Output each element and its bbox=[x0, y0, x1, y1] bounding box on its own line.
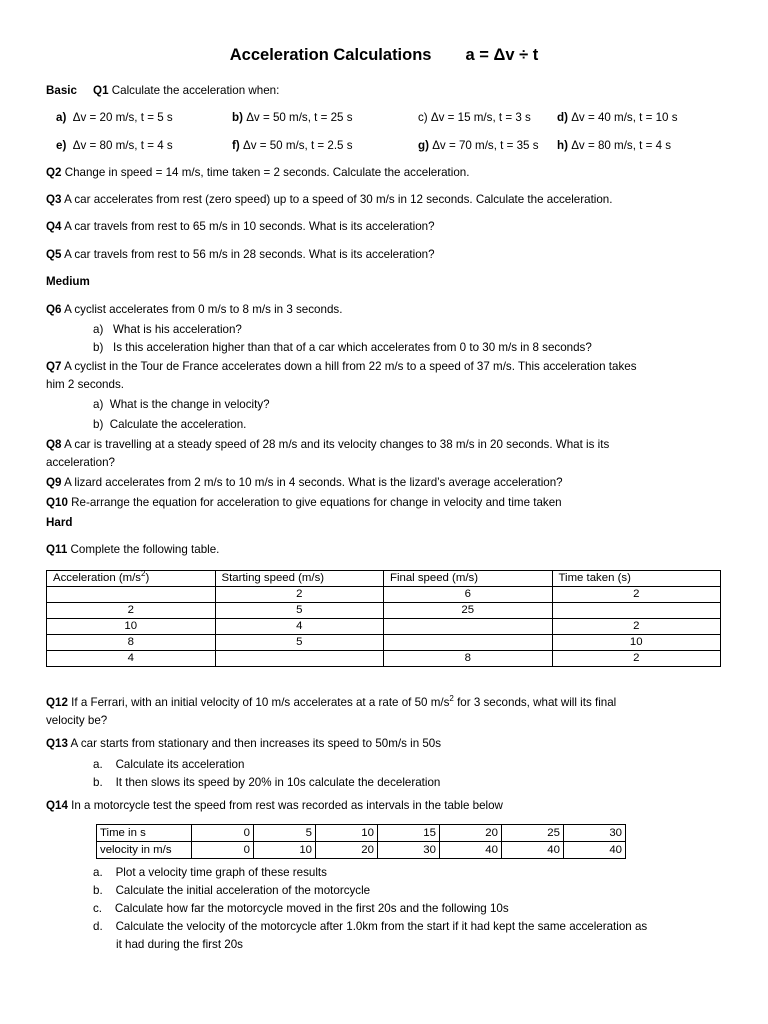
q1-part-f: f) Δv = 50 m/s, t = 2.5 s bbox=[232, 139, 353, 152]
q7-part-a: a) What is the change in velocity? bbox=[93, 398, 270, 411]
q14-part-d-line2: it had during the first 20s bbox=[116, 938, 243, 951]
table-row: 2 6 2 bbox=[47, 587, 721, 603]
q11-table bbox=[46, 570, 721, 667]
q7-part-b: b) Calculate the acceleration. bbox=[93, 418, 247, 431]
q2-line: Q2 Change in speed = 14 m/s, time taken = 2 seconds. Calculate the acceleration. bbox=[46, 166, 470, 179]
header-acceleration: Acceleration $(m/s^2)$ bbox=[47, 571, 216, 587]
q1-part-g: g) Δv = 70 m/s, t = 35 s bbox=[418, 139, 539, 152]
hard-heading: Hard bbox=[46, 516, 73, 529]
q6-part-a: a) What is his acceleration? bbox=[93, 323, 242, 336]
q3-line: Q3 A car accelerates from rest (zero speed) up to a speed of 30 m/s in 12 seconds. Calculate the acceleration. bbox=[46, 193, 613, 206]
header-final-speed: Final speed (m/s) bbox=[384, 571, 553, 587]
q1-part-c: c) Δv = 15 m/s, t = 3 s bbox=[418, 111, 531, 124]
q1-part-b: b) Δv = 50 m/s, t = 25 s bbox=[232, 111, 353, 124]
q9-line: Q9 A lizard accelerates from 2 m/s to 10 m/s in 4 seconds. What is the lizard’s average acceleration? bbox=[46, 476, 563, 489]
q7-line1: Q7 A cyclist in the Tour de France accelerates down a hill from 22 m/s to a speed of 37 m/s. This acceleration takes bbox=[46, 360, 637, 373]
q6-line: Q6 A cyclist accelerates from 0 m/s to 8 m/s in 3 seconds. bbox=[46, 303, 343, 316]
page-title bbox=[0, 46, 768, 65]
q11-line: Q11 Complete the following table. bbox=[46, 543, 220, 556]
table-row: velocity in m/s 0 10 20 30 40 40 40 bbox=[97, 842, 626, 859]
q1-part-a: a) Δv = 20 m/s, t = 5 s bbox=[56, 111, 173, 124]
title-text: Acceleration Calculations bbox=[229, 46, 432, 64]
q5-line: Q5 A car travels from rest to 56 m/s in 28 seconds. What is its acceleration? bbox=[46, 248, 435, 261]
q12-line1: Q12 If a Ferrari, with an initial velocity of 10 m/s accelerates at a rate of 50 $m/s^2$ for 3 seconds, what will its final bbox=[46, 694, 617, 709]
q14-table bbox=[96, 824, 626, 859]
q7-line2: him 2 seconds. bbox=[46, 378, 124, 391]
q13-part-b: b. It then slows its speed by 20% in 10s calculate the deceleration bbox=[93, 776, 441, 789]
q13-part-a: a. Calculate its acceleration bbox=[93, 758, 245, 771]
q13-line: Q13 A car starts from stationary and then increases its speed to 50m/s in 50s bbox=[46, 737, 442, 750]
q1-part-e: e) Δv = 80 m/s, t = 4 s bbox=[56, 139, 173, 152]
q1-line bbox=[46, 84, 279, 97]
q14-part-a: a. Plot a velocity time graph of these results bbox=[93, 866, 327, 879]
basic-heading: Basic bbox=[46, 84, 77, 97]
q6-part-b: b) Is this acceleration higher than that of a car which accelerates from 0 to 30 m/s in 8 seconds? bbox=[93, 341, 592, 354]
q14-part-c: c. Calculate how far the motorcycle moved in the first 20s and the following 10s bbox=[93, 902, 509, 915]
table-row: Time in s 0 5 10 15 20 25 30 bbox=[97, 825, 626, 842]
table-row: 2 5 25 bbox=[47, 603, 721, 619]
table-header-row bbox=[47, 571, 721, 587]
table-row: 4 8 2 bbox=[47, 651, 721, 667]
q14-line: Q14 In a motorcycle test the speed from rest was recorded as intervals in the table below bbox=[46, 799, 503, 812]
header-time-taken: Time taken (s) bbox=[552, 571, 721, 587]
q4-line: Q4 A car travels from rest to 65 m/s in 10 seconds. What is its acceleration? bbox=[46, 220, 435, 233]
q1-part-h: h) Δv = 80 m/s, t = 4 s bbox=[557, 139, 672, 152]
q10-line: Q10 Re-arrange the equation for acceleration to give equations for change in velocity and time taken bbox=[46, 496, 562, 509]
table-row: 8 5 10 bbox=[47, 635, 721, 651]
q14-part-b: b. Calculate the initial acceleration of the motorcycle bbox=[93, 884, 371, 897]
q14-part-d: d. Calculate the velocity of the motorcycle after 1.0km from the start if it had kept the same acceleration as bbox=[93, 920, 648, 933]
time-label: Time in s bbox=[97, 825, 192, 842]
q8-line2: acceleration? bbox=[46, 456, 115, 469]
q1-part-d: d) Δv = 40 m/s, t = 10 s bbox=[557, 111, 678, 124]
header-starting-speed: Starting speed (m/s) bbox=[215, 571, 384, 587]
q8-line1: Q8 A car is travelling at a steady speed of 28 m/s and its velocity changes to 38 m/s in 20 seconds. What is its bbox=[46, 438, 610, 451]
q1-text: Calculate the acceleration when: bbox=[111, 84, 280, 97]
medium-heading: Medium bbox=[46, 275, 90, 288]
q1-number: Q1 bbox=[93, 84, 109, 97]
table-row: 10 4 2 bbox=[47, 619, 721, 635]
q12-line2: velocity be? bbox=[46, 714, 108, 727]
title-formula: a = Δv ÷ t bbox=[465, 46, 539, 64]
velocity-label: velocity in m/s bbox=[97, 842, 192, 859]
